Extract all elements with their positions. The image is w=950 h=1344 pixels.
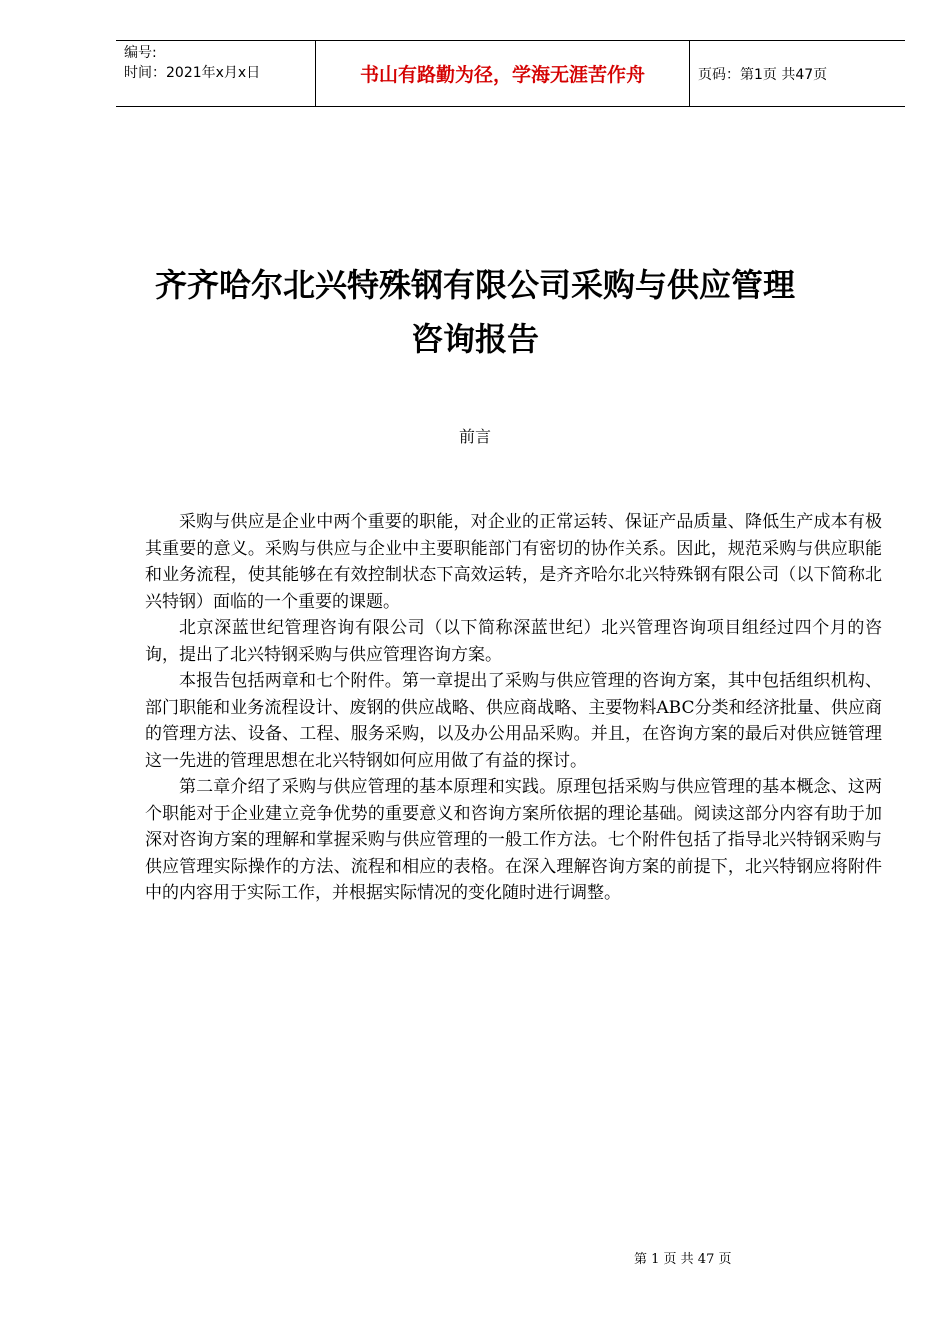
body-paragraph: 第二章介绍了采购与供应管理的基本原理和实践。原理包括采购与供应管理的基本概念、这两个职能对于企业建立竞争优势的重要意义和咨询方案所依据的理论基础。阅读这部分内容有助于加深对咨询方案的理解和掌握采购与供应管理的一般工作方法。七个附件包括了指导北兴特钢采购与供应管理实际操作的方法、流程和相应的表格。在深入理解咨询方案的前提下，北兴特钢应将附件中的内容用于实际工作，并根据实际情况的变化随时进行调整。 [145, 777, 882, 903]
page-footer: 第 1 页 共 47 页 [634, 1252, 732, 1267]
header-meta-cell [116, 41, 316, 106]
document-time-label: 时间：2021年x月x日 [124, 65, 261, 81]
body-paragraph: 采购与供应是企业中两个重要的职能，对企业的正常运转、保证产品质量、降低生产成本有极其重要的意义。采购与供应与企业中主要职能部门有密切的协作关系。因此，规范采购与供应职能和业务流程，使其能够在有效控制状态下高效运转，是齐齐哈尔北兴特殊钢有限公司（以下简称北兴特钢）面临的一个重要的课题。 [145, 512, 882, 612]
document-number-label: 编号: [124, 45, 157, 61]
page-header [116, 40, 905, 107]
header-page-info: 页码：第1页 共47页 [698, 66, 828, 83]
document-title-line1: 齐齐哈尔北兴特殊钢有限公司采购与供应管理 [154, 266, 795, 304]
body-paragraph: 北京深蓝世纪管理咨询有限公司（以下简称深蓝世纪）北兴管理咨询项目组经过四个月的咨询，提出了北兴特钢采购与供应管理咨询方案。 [145, 618, 882, 665]
document-title-line2: 咨询报告 [410, 320, 539, 358]
document-title [80, 258, 870, 366]
preface-heading: 前言 [458, 427, 491, 446]
document-body [145, 509, 882, 907]
body-paragraph: 本报告包括两章和七个附件。第一章提出了采购与供应管理的咨询方案，其中包括组织机构、部门职能和业务流程设计、废钢的供应战略、供应商战略、主要物料ABC分类和经济批量、供应商的管理方法、设备、工程、服务采购，以及办公用品采购。并且，在咨询方案的最后对供应链管理这一先进的管理思想在北兴特钢如何应用做了有益的探讨。 [145, 671, 882, 771]
header-motto: 书山有路勤为径，学海无涯苦作舟 [316, 41, 690, 106]
